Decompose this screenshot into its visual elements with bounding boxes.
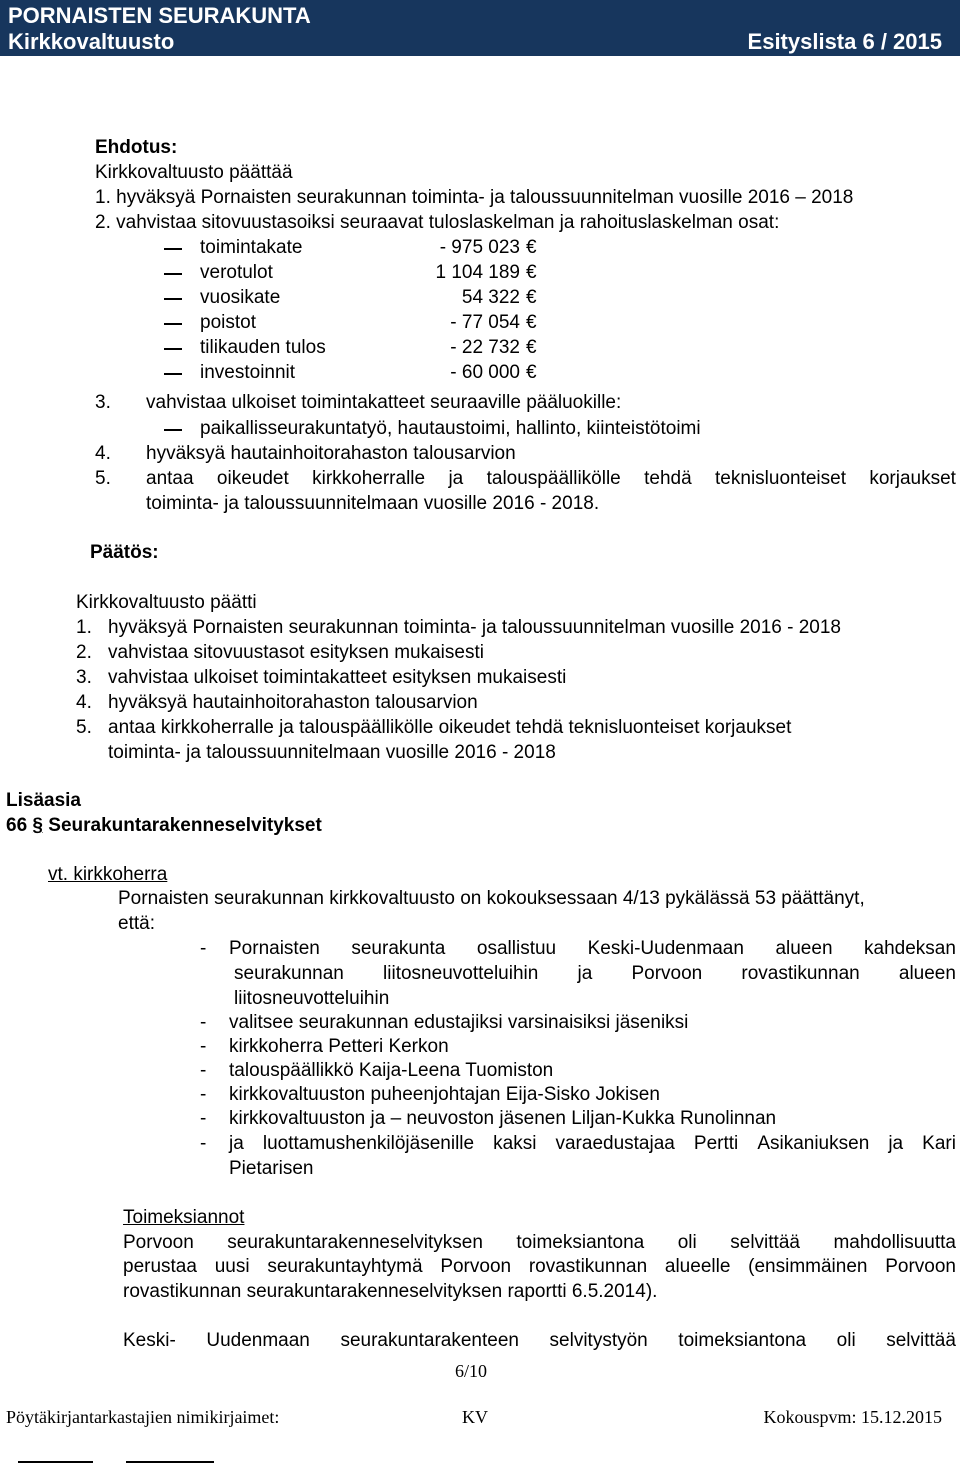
proposal-item-3: vahvistaa ulkoiset toimintakatteet seuraaville pääluokille: (146, 392, 622, 413)
budget-label: investoinnit (200, 362, 296, 383)
word: teknisluonteiset (715, 468, 846, 489)
section-number: 66 (6, 815, 28, 836)
page-number: 6/10 (455, 1361, 488, 1381)
budget-label: tilikauden tulos (200, 337, 326, 358)
word: ja (229, 1133, 244, 1154)
word: antaa (146, 468, 194, 489)
proposal-item-1: 1. hyväksyä Pornaisten seurakunnan toiminta- ja taloussuunnitelman vuosille 2016 – 2018 (95, 187, 854, 208)
decision-item: hyväksyä Pornaisten seurakunnan toiminta- ja taloussuunnitelman vuosille 2016 - 2018 (108, 617, 841, 638)
word: Porvoon (123, 1232, 194, 1253)
word: Asikaniuksen (757, 1133, 870, 1154)
budget-label: toimintakate (200, 237, 303, 258)
signature-line (126, 1461, 214, 1463)
word: kahdeksan (864, 938, 956, 959)
para-1-line-1: Pornaisten seurakunnan kirkkovaltuusto on kokouksessaan 4/13 pykälässä 53 päättänyt, (118, 888, 865, 909)
budget-value: - 60 000 (450, 362, 520, 383)
decision-item-number: 2. (76, 642, 92, 663)
proposal-item-4: hyväksyä hautainhoitorahaston talousarvion (146, 443, 516, 464)
word: selvittää (730, 1232, 800, 1253)
para-3-line-1 (123, 1331, 956, 1350)
signature-line (18, 1461, 93, 1463)
proposal-item-3-sub: paikallisseurakuntatyö, hautaustoimi, hallinto, kiinteistötoimi (200, 418, 701, 439)
decision-item-5-line-2: toiminta- ja taloussuunnitelmaan vuosille 2016 - 2018 (108, 742, 556, 763)
budget-label: vuosikate (200, 287, 281, 308)
word: rovastikunnan (528, 1256, 648, 1277)
decision-item-number: 5. (76, 717, 92, 738)
section-title: Seurakuntarakenneselvitykset (48, 815, 322, 836)
word: rovastikunnan (741, 963, 860, 984)
word: oikeudet (216, 468, 289, 489)
list-dash: - (200, 1133, 207, 1154)
proposal-item-3-number: 3. (95, 392, 111, 413)
proposal-item-5-number: 5. (95, 468, 111, 489)
agenda-number: Esityslista 6 / 2015 (747, 29, 942, 54)
word: Uudenmaan (206, 1330, 310, 1351)
decision-heading: Päätös: (90, 542, 159, 563)
budget-value: - 22 732 (450, 337, 520, 358)
budget-value: - 77 054 (450, 312, 520, 333)
word: talouspäällikölle (486, 468, 621, 489)
word: selvitystyön (549, 1330, 648, 1351)
euro-sign: € (526, 337, 537, 358)
proposal-item-5-line-1 (146, 469, 956, 488)
word: ja (448, 468, 464, 489)
proposal-intro: Kirkkovaltuusto päättää (95, 162, 293, 183)
word: Keski- (123, 1330, 176, 1351)
para-2-line-3: rovastikunnan seurakuntarakenneselvityksen raportti 6.5.2014). (123, 1281, 658, 1302)
word: kaksi (493, 1133, 537, 1154)
dash-bullet (164, 429, 182, 431)
list-dash: - (200, 1060, 207, 1081)
proposal-item-5-line-2: toiminta- ja taloussuunnitelmaan vuosille 2016 - 2018. (146, 493, 600, 514)
list-item: valitsee seurakunnan edustajiksi varsinaisiksi jäseniksi (229, 1012, 689, 1033)
euro-sign: € (526, 312, 537, 333)
para-2-line-2 (123, 1257, 956, 1276)
list-dash: - (200, 1012, 207, 1033)
budget-value: - 975 023 (439, 237, 520, 258)
section-heading (6, 816, 322, 835)
list-item-1-line-1 (229, 939, 956, 958)
org-name: PORNAISTEN SEURAKUNTA (8, 3, 311, 28)
dash-bullet (164, 273, 182, 275)
word: tehdä (644, 468, 692, 489)
list-dash: - (200, 1108, 207, 1129)
word: korjaukset (869, 468, 956, 489)
commissions-heading: Toimeksiannot (123, 1207, 245, 1228)
list-item-7-line-1 (229, 1134, 956, 1153)
list-item-1-line-3: liitosneuvotteluihin (234, 988, 390, 1009)
list-item: kirkkovaltuuston puheenjohtajan Eija-Sisko Jokisen (229, 1084, 660, 1105)
word: Pertti (693, 1133, 739, 1154)
decision-item-number: 3. (76, 667, 92, 688)
word: seurakuntarakenneselvityksen (227, 1232, 483, 1253)
word: ja (577, 963, 593, 984)
word: seurakuntarakenteen (340, 1330, 519, 1351)
proposal-item-2: 2. vahvistaa sitovuustasoiksi seuraavat tuloslaskelman ja rahoituslaskelman osat: (95, 212, 780, 233)
dash-bullet (164, 248, 182, 250)
word: alueen (898, 963, 956, 984)
decision-item: vahvistaa sitovuustasot esityksen mukaisesti (108, 642, 484, 663)
list-item: kirkkovaltuuston ja – neuvoston jäsenen Liljan-Kukka Runolinnan (229, 1108, 777, 1129)
decision-item: antaa kirkkoherralle ja talouspäällikölle oikeudet tehdä teknisluonteiset korjaukset (108, 717, 792, 738)
word: kirkkoherralle (312, 468, 426, 489)
list-dash: - (200, 1084, 207, 1105)
budget-label: verotulot (200, 262, 273, 283)
word: ja (888, 1133, 904, 1154)
decision-item: vahvistaa ulkoiset toimintakatteet esityksen mukaisesti (108, 667, 567, 688)
decision-item-number: 1. (76, 617, 92, 638)
word: Kari (922, 1133, 956, 1154)
euro-sign: € (526, 237, 537, 258)
list-item-1-line-2 (234, 964, 956, 983)
word: seurakuntayhtymä (267, 1256, 423, 1277)
dash-bullet (164, 323, 182, 325)
presenter: vt. kirkkoherra (48, 864, 168, 885)
proposal-item-4-number: 4. (95, 443, 111, 464)
word: Keski-Uudenmaan (587, 938, 744, 959)
decision-intro: Kirkkovaltuusto päätti (76, 592, 257, 613)
proposal-heading: Ehdotus: (95, 137, 178, 158)
body-name: Kirkkovaltuusto (8, 29, 175, 54)
list-dash: - (200, 938, 207, 959)
para-2-line-1 (123, 1233, 956, 1252)
word: selvittää (886, 1330, 956, 1351)
euro-sign: € (526, 287, 537, 308)
para-1-line-2: että: (118, 913, 155, 934)
initials: KV (462, 1407, 488, 1427)
list-item-7-line-2: Pietarisen (229, 1158, 314, 1179)
word: mahdollisuutta (833, 1232, 956, 1253)
word: (ensimmäinen (748, 1256, 868, 1277)
word: toimeksiantona (516, 1232, 645, 1253)
signatures-label: Pöytäkirjantarkastajien nimikirjaimet: (6, 1407, 280, 1427)
word: oli (836, 1330, 856, 1351)
meeting-date: Kokouspvm: 15.12.2015 (763, 1407, 942, 1427)
euro-sign: € (526, 262, 537, 283)
word: Porvoon (885, 1256, 956, 1277)
word: osallistuu (476, 938, 557, 959)
word: alueen (775, 938, 833, 959)
word: alueelle (664, 1256, 731, 1277)
word: seurakunnan (234, 963, 344, 984)
word: Porvoon (440, 1256, 512, 1277)
decision-item-number: 4. (76, 692, 92, 713)
word: Porvoon (631, 963, 703, 984)
decision-item: hyväksyä hautainhoitorahaston talousarvion (108, 692, 478, 713)
list-dash: - (200, 1036, 207, 1057)
budget-value: 1 104 189 (435, 262, 520, 283)
word: varaedustajaa (555, 1133, 675, 1154)
dash-bullet (164, 298, 182, 300)
budget-label: poistot (200, 312, 256, 333)
euro-sign: € (526, 362, 537, 383)
budget-value: 54 322 (461, 287, 520, 308)
section-sign: § (32, 815, 43, 836)
word: seurakunta (351, 938, 446, 959)
word: toimeksiantona (678, 1330, 807, 1351)
word: luottamushenkilöjäsenille (262, 1133, 475, 1154)
dash-bullet (164, 373, 182, 375)
word: perustaa (123, 1256, 197, 1277)
extra-heading: Lisäasia (6, 790, 81, 811)
list-item: kirkkoherra Petteri Kerkon (229, 1036, 449, 1057)
word: uusi (214, 1256, 250, 1277)
word: liitosneuvotteluihin (383, 963, 539, 984)
word: oli (677, 1232, 697, 1253)
word: Pornaisten (229, 938, 320, 959)
dash-bullet (164, 348, 182, 350)
list-item: talouspäällikkö Kaija-Leena Tuomiston (229, 1060, 554, 1081)
